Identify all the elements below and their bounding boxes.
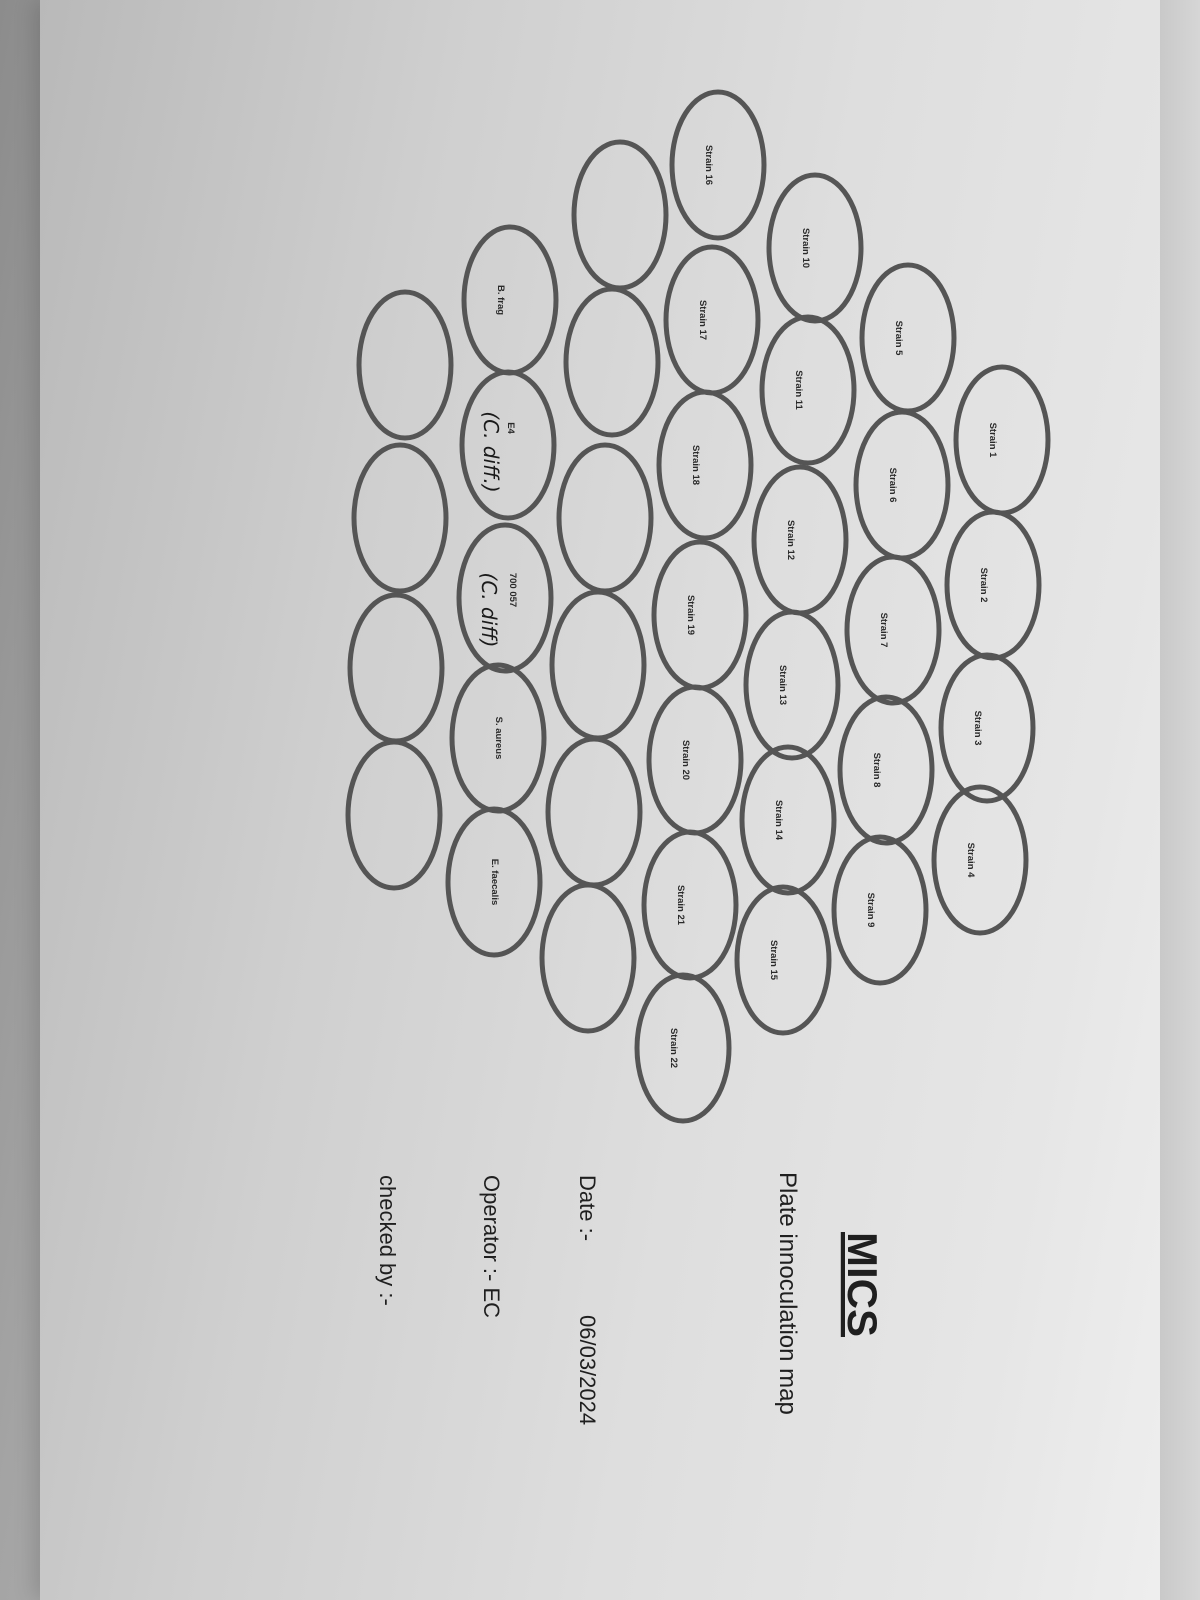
well-empty <box>354 445 446 591</box>
well-strain-20 <box>649 687 741 833</box>
well-label: Strain 20 <box>680 739 691 781</box>
well-strain-3 <box>941 655 1033 801</box>
well-label: Strain 17 <box>697 299 708 341</box>
logo: MICS <box>839 1232 886 1337</box>
well-strain-16 <box>672 92 764 238</box>
well-label: Strain 21 <box>675 884 686 926</box>
well-s-aureus <box>452 665 544 811</box>
well-label: Strain 22 <box>668 1027 679 1069</box>
well-empty <box>359 292 451 438</box>
well-strain-13 <box>746 612 838 758</box>
well-e4 <box>462 372 554 518</box>
handwritten-note: (C. diff.) <box>479 411 503 493</box>
well-strain-5 <box>862 265 954 411</box>
well-label: Strain 8 <box>871 752 882 788</box>
well-label: Strain 15 <box>768 939 779 981</box>
well-strain-9 <box>834 837 926 983</box>
well-b-frag <box>464 227 556 373</box>
well-strain-19 <box>654 542 746 688</box>
well-label: Strain 1 <box>987 422 998 458</box>
well-label: E. faecalis <box>489 858 500 906</box>
handwritten-note: (C. diff) <box>477 572 501 648</box>
date-label: Date :- <box>575 1175 600 1242</box>
well-empty <box>552 592 644 738</box>
well-label: E4 <box>505 422 516 434</box>
well-strain-1 <box>956 367 1048 513</box>
well-strain-18 <box>659 392 751 538</box>
well-empty <box>348 742 440 888</box>
date-value: 06/03/2024 <box>575 1315 600 1426</box>
well-label: Strain 13 <box>777 664 788 706</box>
well-label: Strain 9 <box>865 892 876 928</box>
well-label: Strain 4 <box>965 842 976 878</box>
well-empty <box>350 595 442 741</box>
well-strain-8 <box>840 697 932 843</box>
well-label: Strain 6 <box>887 467 898 503</box>
well-strain-6 <box>856 412 948 558</box>
well-empty <box>574 142 666 288</box>
well-label: Strain 14 <box>773 799 784 841</box>
well-700-057 <box>459 525 551 671</box>
well-label: Strain 12 <box>785 519 796 561</box>
page-title: Plate innoculation map <box>774 1172 801 1415</box>
well-label: Strain 3 <box>972 710 983 746</box>
well-empty <box>542 885 634 1031</box>
well-label: Strain 11 <box>793 370 804 410</box>
well-label: B. frag <box>495 284 506 316</box>
well-label: Strain 5 <box>893 320 904 356</box>
well-strain-17 <box>666 247 758 393</box>
well-label: Strain 10 <box>800 227 811 269</box>
operator-label: Operator :- EC <box>479 1175 504 1319</box>
well-strain-4 <box>934 787 1026 933</box>
well-strain-7 <box>847 557 939 703</box>
well-strain-14 <box>742 747 834 893</box>
well-label: S. aureus <box>493 716 504 760</box>
well-strain-22 <box>637 975 729 1121</box>
well-label: Strain 19 <box>685 594 696 636</box>
well-strain-12 <box>754 467 846 613</box>
well-label: Strain 18 <box>690 444 701 486</box>
well-label: Strain 7 <box>878 612 889 648</box>
well-empty <box>559 445 651 591</box>
well-empty <box>548 739 640 885</box>
well-strain-10 <box>769 175 861 321</box>
well-strain-21 <box>644 832 736 978</box>
well-strain-2 <box>947 512 1039 658</box>
well-e-faecalis <box>448 809 540 955</box>
well-label: Strain 2 <box>978 567 989 603</box>
well-strain-11 <box>762 317 854 463</box>
well-label: Strain 16 <box>703 144 714 186</box>
well-label: 700 057 <box>507 572 518 608</box>
well-empty <box>566 289 658 435</box>
checked-by-label: checked by :- <box>375 1175 400 1306</box>
well-strain-15 <box>737 887 829 1033</box>
